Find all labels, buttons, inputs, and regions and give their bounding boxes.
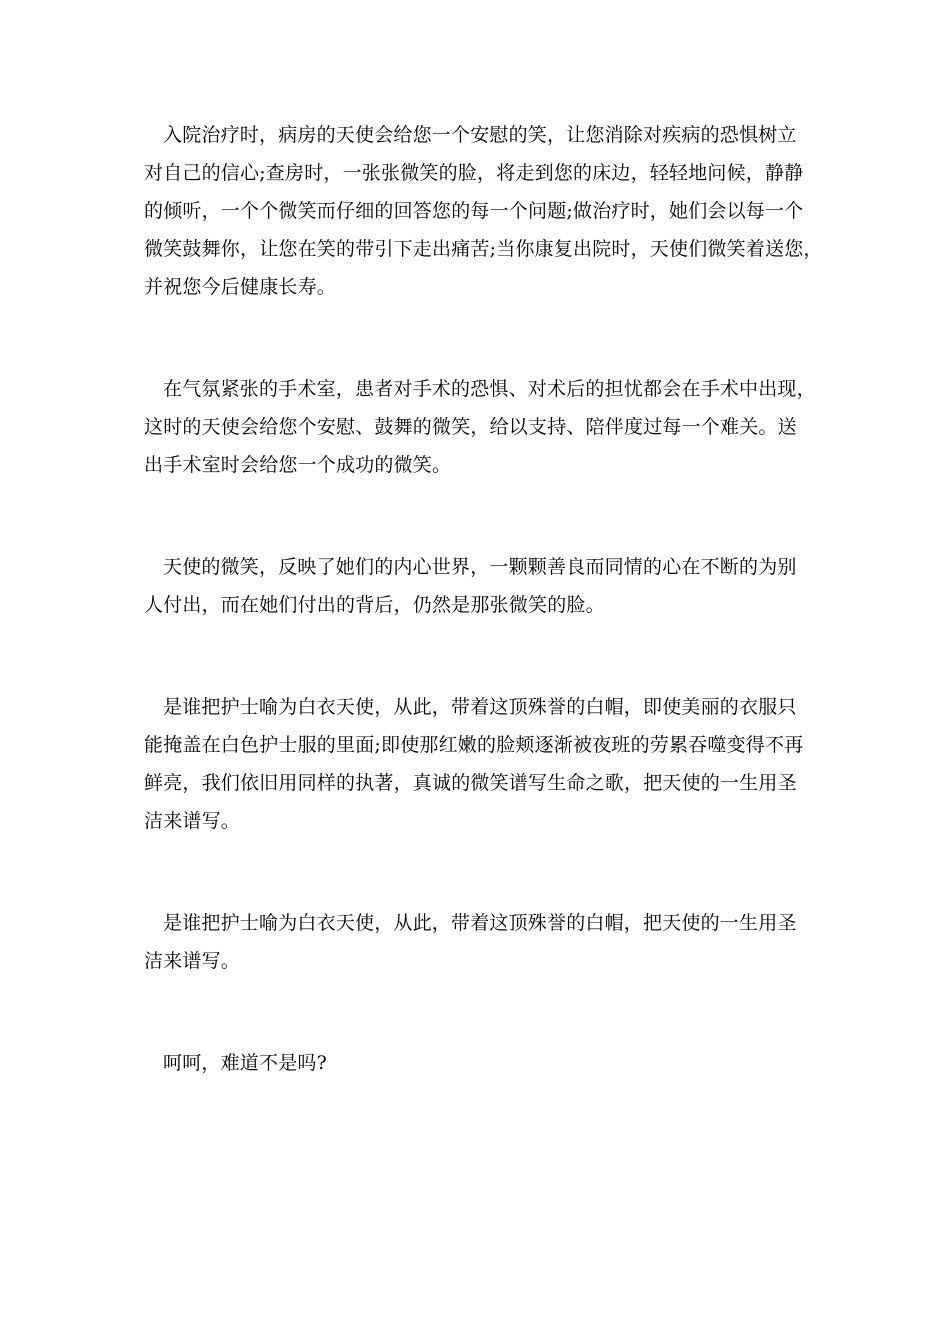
paragraph-line: 是谁把护士喻为白衣天使，从此，带着这顶殊誉的白帽，即使美丽的衣服只 <box>163 696 797 718</box>
paragraph-line: 微笑鼓舞你，让您在笑的带引下走出痛苦;当你康复出院时，天使们微笑着送您， <box>144 238 823 260</box>
paragraph-line: 鲜亮，我们依旧用同样的执著，真诚的微笑谱写生命之歌，把天使的一生用圣 <box>144 772 797 794</box>
paragraph-line: 对自己的信心;查房时，一张张微笑的脸，将走到您的床边，轻轻地问候，静静 <box>144 162 804 184</box>
paragraph-line: 这时的天使会给您个安慰、鼓舞的微笑，给以支持、陪伴度过每一个难关。送 <box>144 416 797 438</box>
paragraph-line: 人付出，而在她们付出的背后，仍然是那张微笑的脸。 <box>144 594 605 616</box>
paragraph-line: 出手术室时会给您一个成功的微笑。 <box>144 454 452 476</box>
paragraph-line: 能掩盖在白色护士服的里面;即使那红嫩的脸颊逐渐被夜班的劳累吞噬变得不再 <box>144 734 804 756</box>
paragraph-line: 并祝您今后健康长寿。 <box>144 276 337 298</box>
paragraph-line: 入院治疗时，病房的天使会给您一个安慰的笑，让您消除对疾病的恐惧树立 <box>163 124 797 146</box>
paragraph-line: 呵呵，难道不是吗? <box>163 1052 327 1074</box>
paragraph-line: 洁来谱写。 <box>144 950 241 972</box>
paragraph-line: 天使的微笑，反映了她们的内心世界，一颗颗善良而同情的心在不断的为别 <box>163 556 797 578</box>
paragraph-line: 洁来谱写。 <box>144 810 241 832</box>
paragraph-line: 的倾听，一个个微笑而仔细的回答您的每一个问题;做治疗时，她们会以每一个 <box>144 200 804 222</box>
paragraph-line: 在气氛紧张的手术室，患者对手术的恐惧、对术后的担忧都会在手术中出现， <box>163 378 816 400</box>
paragraph-line: 是谁把护士喻为白衣天使，从此，带着这顶殊誉的白帽，把天使的一生用圣 <box>163 912 797 934</box>
